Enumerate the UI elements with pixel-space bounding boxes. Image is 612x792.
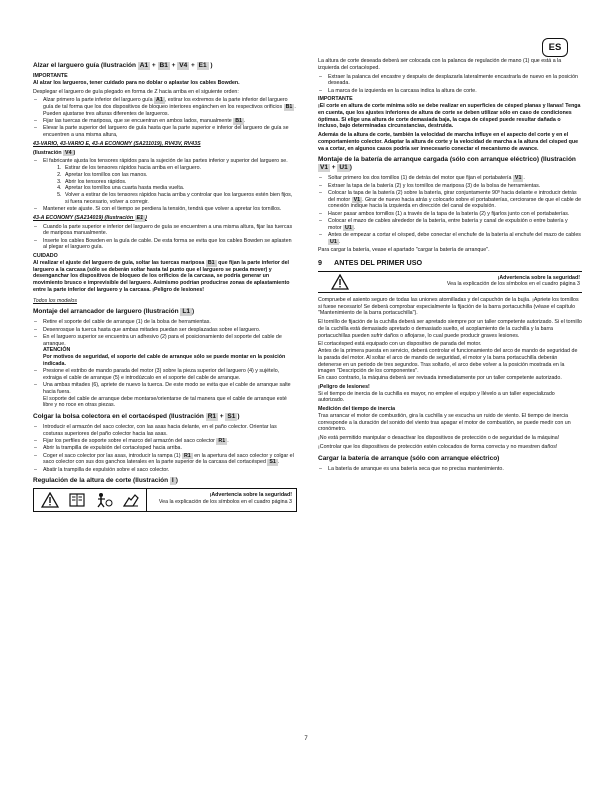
important-heading: IMPORTANTE	[33, 73, 68, 79]
list-item: – Extraer la tapa de la batería (2) y los tornillos de mariposa (3) de la bolsa de herramientas.	[318, 183, 582, 190]
list-item: – Introducir el armazón del saco colector, con las asas hacia delante, en el paño colector. Orientar las costuras superiores del paño colector hacia las asas.	[33, 424, 297, 438]
list-item: – Alzar primero la parte inferior del larguero guía A1 , estirar los extremos de la parte inferior del larguero guía de tal forma que los dos dispositivos de bloqueo interiores engánchen en los respectivos orificios B1 . Pueden ajustarse tres alturas diferentes de largueros.	[33, 97, 297, 117]
list-item: – Retire el soporte del cable de arranque (1) de la bolsa de herramientas.	[33, 319, 297, 326]
warning-triangle-icon	[331, 274, 349, 290]
list-item: – Coger el saco colector por las asas, introducir la rampa (1) R1 en la apertura del saco colector y colgar el saco colector con sus dos ganchos laterales en la parte superior de la carcasa del cortacésped S1 .	[33, 453, 297, 467]
model-heading-economy: 43-A ECONOMY (SA214019) (Ilustración E1 )	[33, 214, 147, 221]
instruction-list	[33, 158, 297, 213]
section-title-battery: Montaje de la batería de arranque cargada (sólo con arranque eléctrico) (Ilustración V1 + U1 )	[318, 156, 576, 172]
warning-text	[362, 272, 582, 292]
instruction-list	[33, 97, 297, 139]
list-item: – Desenrosque la tuerca hasta que ambas mitades puedan ser desplazadas sobre el larguero.	[33, 327, 297, 334]
paragraph: Desplegar el larguero de guía plegado en forma de Z hacia arriba en el siguiente orden:	[33, 88, 239, 95]
list-item: – La batería de arranque es una batería seca que no precisa mantenimiento.	[318, 466, 582, 473]
list-item: – Elevar la parte superior del larguero de guía hasta que la parte superior e inferior del larguero de guía se encuentren a una misma altura,	[33, 125, 297, 139]
important-text: Al alzar los largueros, tener cuidado para no doblar o aplastar los cables Bowden.	[33, 79, 240, 86]
warning-text	[146, 489, 296, 511]
paragraph: ¡Controlar que los dispositivos de protección estén colocados de forma correcta y no muestren daños!	[318, 443, 558, 450]
list-item: – Mantener este ajuste. Si con el tiempo se perdiera la tensión, tendrá que volver a apretar los tornillos.	[33, 206, 297, 213]
list-item: – Presione el estribo de mando parada del motor (3) sobre la pieza superior del larguero (4) y sujételo, extraiga el cable de arranque (5) e introdúzcalo en el soporte del cable de arranque.	[33, 368, 297, 382]
safety-warning-box	[318, 271, 582, 293]
warning-title: ¡Advertencia sobre la seguridad!	[209, 492, 292, 499]
caution-text: Al realizar el ajuste del larguero de guía, soltar las tuercas mariposa B1 que fijan la parte inferior del larguero a la carcasa (sólo se deberán soltar hasta tal punto que el larguero se pueda mover) y desenganchar los dispositivos de bloqueo de los orificios de la carcasa, se podría generar un movimiento brusco e imprevisible del larguero. Asimismo podrían producirse zonas de aplastamiento entre la parte inferior del larguero y la carcasa. ¡Peligro de lesiones!	[33, 259, 290, 293]
list-item: – Una ambas mitades (6), apriete de nuevo la tuerca. De este modo se evita que el cable de arranque salte hacia fuera. El soporte del cable de arranque debe montarse/orientarse de tal manera que el cable de arranque esté libre y no roce en otras piezas.	[33, 382, 297, 409]
warning-icons	[318, 272, 362, 292]
numbered-steps	[43, 165, 297, 206]
attention-text: Por motivos de seguridad, el soporte del cable de arranque sólo se puede montar en la posición indicada.	[43, 354, 286, 367]
paragraph: Tras arrancar el motor de combustión, gira la cuchilla y se escucha un ruido de viento. El tiempo de inercia corresponde a la duración del sonido del viento tras apagar el motor de combustión, se puede medir con un cronómetro.	[318, 412, 571, 433]
paragraph: La altura de corte deseada deberá ser colocada con la palanca de regulación de mano (1) que está a la izquierda del cortacésped.	[318, 58, 562, 71]
attention-heading: ATENCIÓN	[43, 347, 71, 354]
paragraph: Compruebe el asiento seguro de todas las uniones atornilladas y del capuchón de la bujía. ¡Apriete los tornillos si fuese necesario! Se deberá comprobar especialmente la fijación de la barra portacuchilla (véase el capítulo "Mantenimiento de la barra portacuchilla").	[318, 296, 579, 317]
section-title-cut-height: Regulación de la altura de corte (Ilustración I )	[33, 477, 178, 485]
list-item: – Extraer la palanca del encastre y después de desplazarla lateralmente encastrarla de nuevo en la posición deseada.	[318, 74, 582, 88]
left-column	[33, 58, 297, 516]
list-item: – Cuando la parte superior e inferior del larguero de guía se encuentren a una misma altura, fijar las tuercas de mariposa manualmente.	[33, 224, 297, 238]
page-number: 7	[304, 736, 308, 742]
step-item: 2. Apretar los tornillos con las manos.	[63, 172, 297, 179]
instruction-list	[33, 424, 297, 473]
instruction-list	[33, 319, 297, 409]
subheading-inertia: Medición del tiempo de inercia	[318, 406, 396, 412]
warning-detail: Vea la explicación de los símbolos en el cuadro página 3	[158, 498, 292, 505]
list-item: – La marca de la izquierda en la carcasa indica la altura de corte.	[318, 88, 582, 95]
caution-heading: CUIDADO	[33, 253, 58, 259]
paragraph: El cortacésped está equipado con un dispositivo de parada del motor.	[318, 341, 482, 348]
danger-heading: ¡Peligro de lesiones!	[318, 383, 370, 390]
safety-warning-box	[33, 488, 297, 512]
list-item: – Abrir la trampilla de expulsión del cortacésped hacia arriba.	[33, 445, 297, 452]
warning-detail: Vea la explicación de los símbolos en el cuadro página 3	[446, 281, 580, 288]
section-title-starter: Montaje del arrancador de larguero (Ilustración L1 )	[33, 308, 195, 316]
illustration-ref: (Ilustración V4 )	[33, 149, 76, 156]
step-item: 4. Apretar los tornillos una cuarta hasta media vuelta.	[63, 185, 297, 192]
section-title-raise-guide: Alzar el larguero guía (Ilustración A1 + B1 + V4 + E1 )	[33, 62, 213, 69]
paragraph: ¡No está permitido manipular o desactivar los dispositivos de protección o de seguridad de la máquina!	[318, 435, 560, 441]
paragraph: El tornillo de fijación de la cuchilla deberá ser apretado siempre por un taller competente autorizado. Si el tornillo de la cuchilla está demasiado apretado o demasiado suelto, el acoplamiento de la cuchilla y la barra portacuchillas pueden sufrir daños o aflojarse, lo cual puede producir graves lesiones.	[318, 319, 582, 339]
warning-icons	[34, 489, 146, 511]
step-item: 3. Abrir los tensores rápidos.	[63, 179, 297, 186]
list-item: – Fijar los perfiles de soporte sobre el marco del armazón del saco colector R1 .	[33, 438, 297, 445]
important-text: ¡El corte en altura de corte mínima sólo se debe realizar en superficies de césped planas y llanas! Tenga en cuenta, que los ajustes inferiores de altura de corte se deben utilizar sólo en caso de condiciones óptimas. Si elige una altura de corte demasiada baja, la capa de césped puede resultar dañada o incluso, bajo determinadas circunstancias, destruida.	[318, 103, 581, 130]
all-models-heading: Todos los modelos	[33, 297, 77, 304]
paragraph: En caso contrario, la máquina deberá ser revisada inmediatamente por un taller competente autorizado.	[318, 375, 562, 381]
right-column	[318, 58, 582, 474]
important-text-2: Además de la altura de corte, también la velocidad de marcha influye en el aspecto del corte y en el comportamiento colector. Adaptar la altura de corte y la velocidad de marcha a la altura del césped que va a cortar, en algunos casos podría ser innecesario conectar el mecanismo de avance.	[318, 132, 579, 152]
list-item: – Soltar primero los dos tornillos (1) de detrás del motor que fijan el portabatería V1 .	[318, 175, 582, 182]
section-title-charge-battery: Cargar la batería de arranque (sólo con arranque eléctrico)	[318, 454, 500, 462]
list-item: – Fijar las tuercas de mariposa, que se encuentran en ambos lados, manualmente B1 .	[33, 118, 297, 125]
paragraph: Si el tiempo de inercia de la cuchilla es mayor, no emplee el equipo y llévelo a un taller especializado autorizado.	[318, 390, 555, 404]
warning-title: ¡Advertencia sobre la seguridad!	[497, 274, 580, 281]
step-item: 5. Volver a estirar de los tensores rápidos hacia arriba y controlar que los largueros estén bien fijos, si fuera necesario, volver a corregir.	[63, 192, 297, 206]
language-badge: ES	[542, 38, 568, 57]
important-heading: IMPORTANTE	[318, 96, 353, 103]
chapter-heading: 9 ANTES DEL PRIMER USO	[318, 258, 423, 267]
person-hazard-icon	[95, 492, 113, 508]
manual-book-icon	[68, 492, 86, 508]
paragraph: Antes de la primera puesta en servicio, deberá controlar el funcionamiento del arco de mando de seguridad de la parada del motor. Al soltar el arco de mando de seguridad, el motor y la barra portacuchilla deberán detenerse en un periodo de tres segundos. Tras soltarlo, el arco debe volver a la posición mostrada en la imagen "Descripción de los componentes".	[318, 348, 578, 375]
instruction-list	[33, 224, 297, 252]
list-item: – El fabricante ajusta los tensores rápidos para la sujeción de las partes inferior y superior del larguero se. 1. Estirar de los tensores rápidos hacia arriba en el larguero. 2. Apretar los tornillos con las manos. 3. Abrir los tensores rápidos. 4. Apretar los tornillos una cuarta hasta media vuelta. 5. Volver a estirar de los tensores rápidos hacia arriba y controlar que los largueros estén bien fijos, si fuera necesario, volver a corregir.	[33, 158, 297, 205]
instruction-list	[318, 175, 582, 245]
warning-triangle-icon	[41, 492, 59, 508]
instruction-list	[318, 466, 582, 473]
list-item: – Colocar la tapa de la batería (2) sobre la batería, girar conjuntamente 90º hacia delante e introducir detrás del motor V1 . Girar de nuevo hacia atrás y colocarlo sobre el portabaterías, cerciorarse de que el cable de conexión indique hacia la izquierda en dirección del canal de expulsión.	[318, 190, 582, 210]
list-item: – Abatir la trampilla de expulsión sobre el saco colector.	[33, 467, 297, 474]
list-item: – En el larguero superior se encuentra un adhesivo (2) para el posicionamiento del soporte del cable de arranque. ATENCIÓN Por motivos de seguridad, el soporte del cable de arranque sólo se puede montar en la posición indicada.	[33, 334, 297, 368]
list-item: – Hacer pasar ambos tornillos (1) a través de la tapa de la batería (2) y fijarlos junto con el portabaterías.	[318, 211, 582, 218]
list-item: – Inserte los cables Bowden en la guía de cable. De esta forma se evita que los cables Bowden se aplasten al plegar el larguero guía.	[33, 238, 297, 252]
hand-blade-icon	[122, 492, 140, 508]
instruction-list	[318, 74, 582, 95]
model-heading-vario: 43-VARIO, 43-VARIO E, 43-A ECONOMY (SA211019), RV43V, RV43S	[33, 140, 201, 147]
section-title-catcher: Colgar la bolsa colectora en el cortacésped (Ilustración R1 + S1 )	[33, 413, 240, 420]
step-item: 1. Estirar de los tensores rápidos hacia arriba en el larguero.	[63, 165, 297, 172]
paragraph: Para cargar la batería, vease el apartado "cargar la batería de arranque".	[318, 247, 490, 254]
list-item: – Colocar el mazo de cables alrededor de la batería, entre batería y canal de expulsión o entre batería y motor U1 .	[318, 218, 582, 232]
list-item: – Antes de empezar a cortar el césped, debe conectar el enchufe de la batería al enchufe del mazo de cables U1 .	[318, 232, 582, 246]
